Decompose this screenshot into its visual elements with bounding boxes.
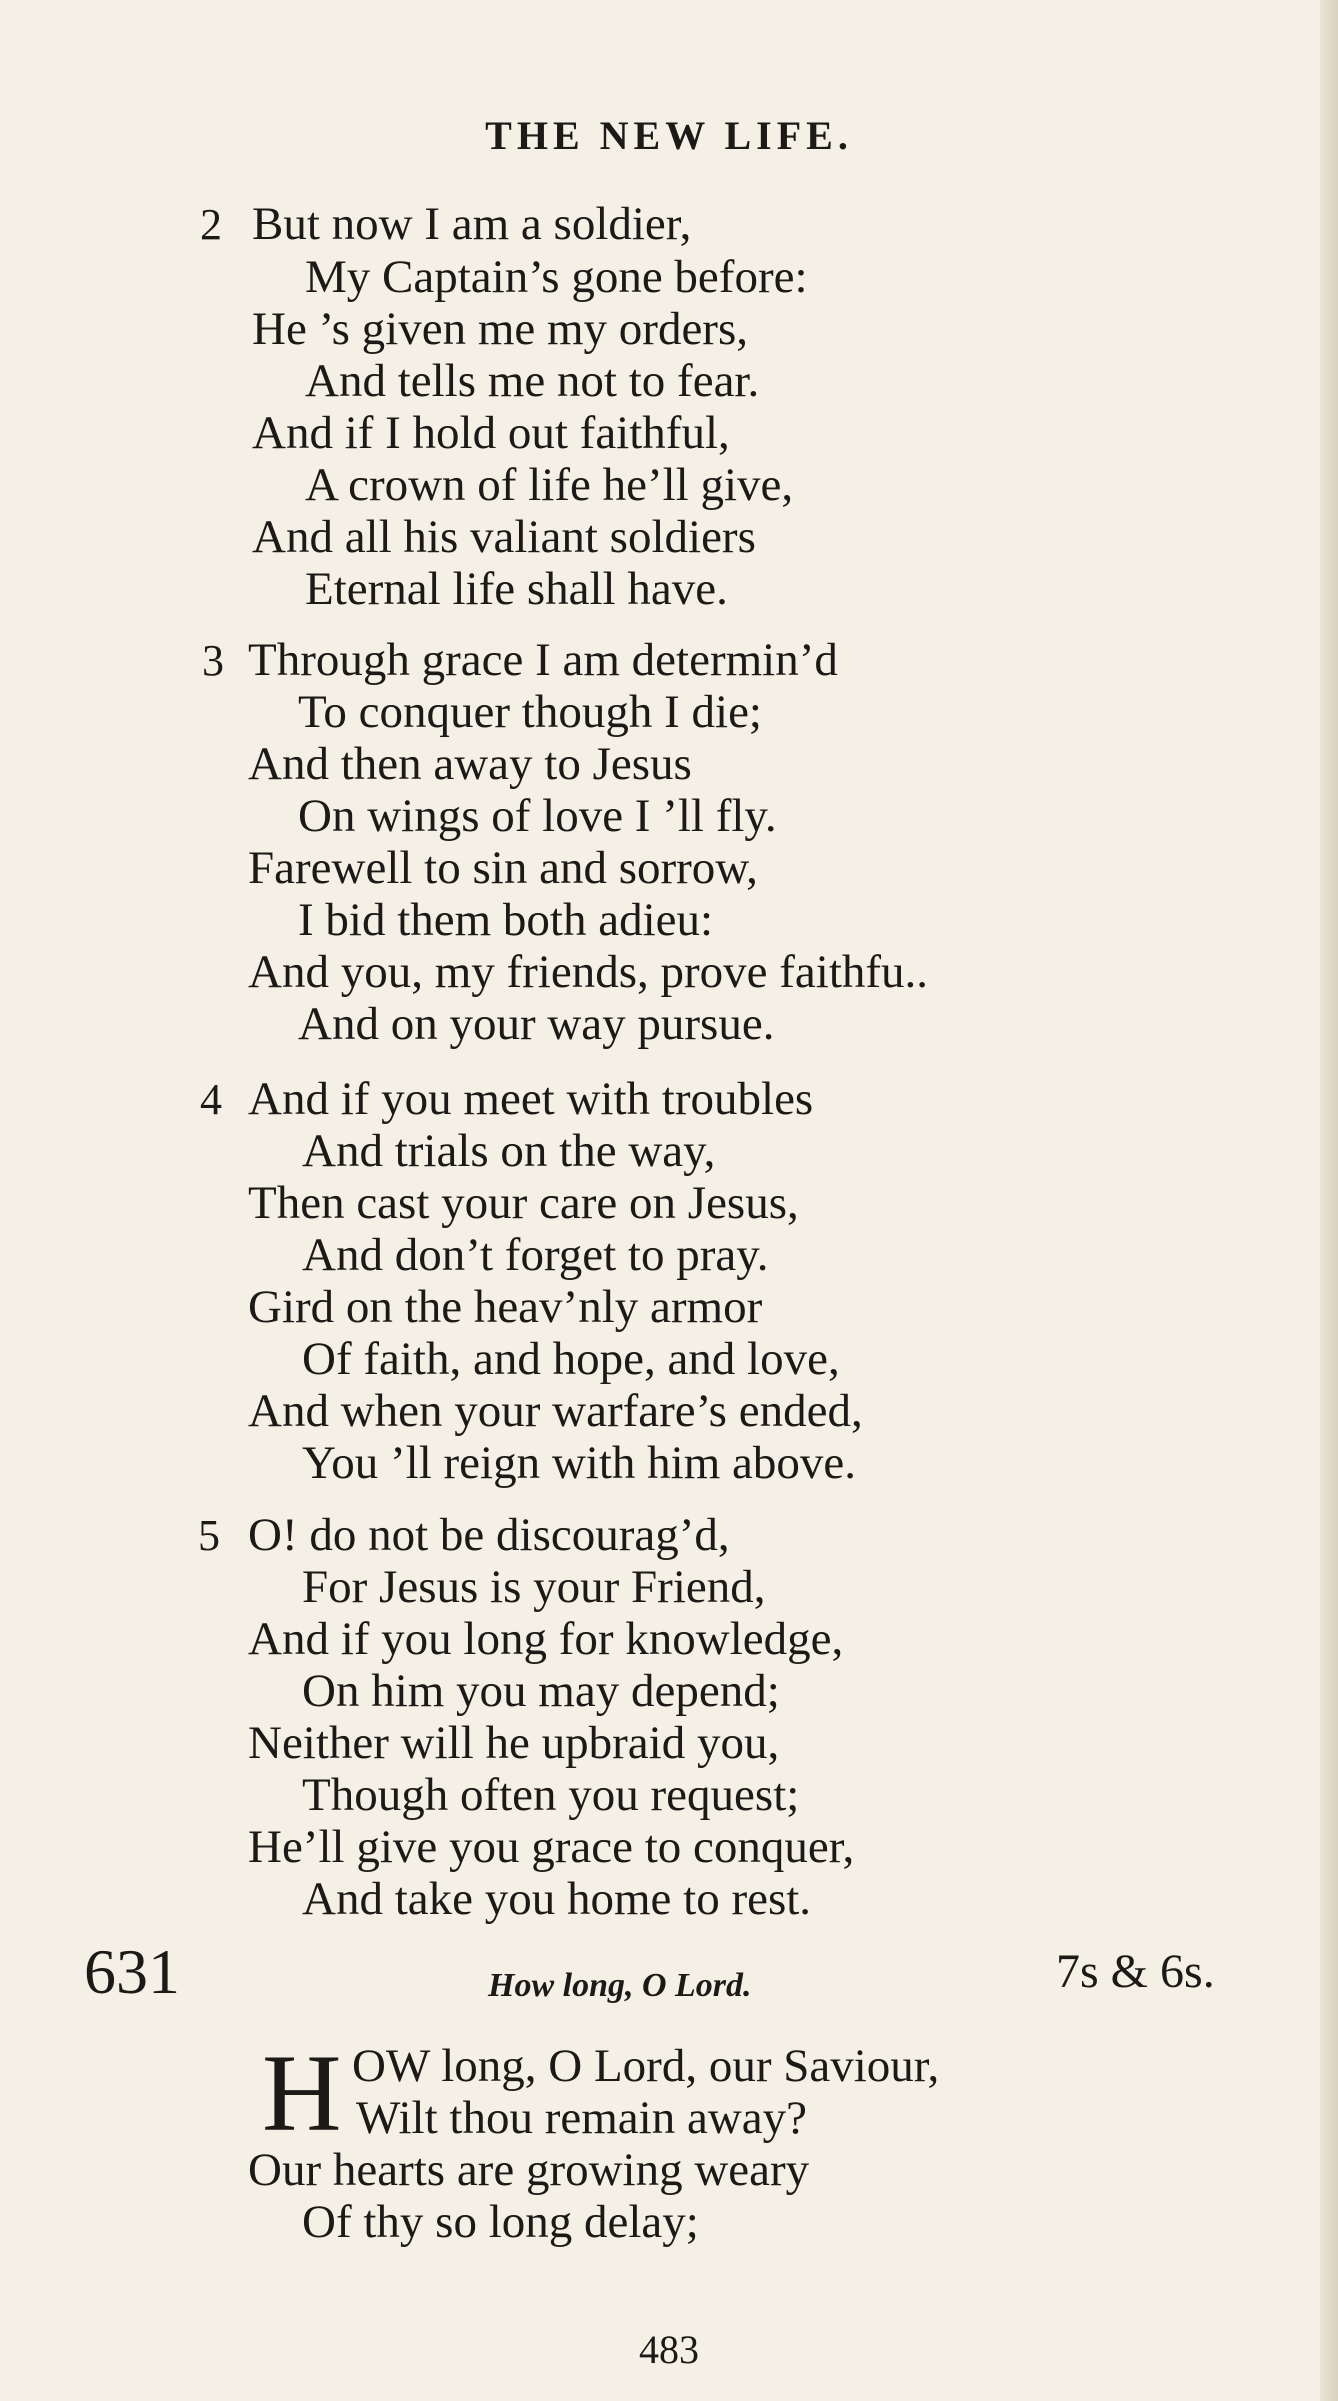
verse-number: 2 (200, 200, 222, 249)
verse-line: Farewell to sin and sorrow, (248, 842, 758, 894)
verse-line: Through grace I am determin’d (248, 634, 838, 686)
hymn-line: Wilt thou remain away? (356, 2092, 807, 2144)
verse-line: And don’t forget to pray. (302, 1229, 769, 1281)
drop-cap: H (262, 2032, 342, 2154)
verse-line: A crown of life he’ll give, (305, 459, 794, 511)
verse-line: And on your way pursue. (298, 998, 775, 1050)
verse-line: O! do not be discourag’d, (248, 1509, 730, 1561)
hymn-line: Of thy so long delay; (302, 2196, 699, 2248)
verse-number: 4 (200, 1075, 222, 1124)
verse-line: And trials on the way, (302, 1125, 716, 1177)
verse-line: He’ll give you grace to conquer, (248, 1821, 855, 1873)
page-edge (1320, 0, 1338, 2401)
verse-line: And if I hold out faithful, (252, 407, 730, 459)
hymn-line: Our hearts are growing weary (248, 2144, 810, 2196)
verse-line: Of faith, and hope, and love, (302, 1333, 840, 1385)
verse-line: Eternal life shall have. (305, 563, 728, 615)
verse-line: He ’s given me my orders, (252, 303, 749, 355)
verse-line: Neither will he upbraid you, (248, 1717, 780, 1769)
verse-line: On wings of love I ’ll fly. (298, 790, 777, 842)
verse-line: And if you meet with troubles (248, 1073, 814, 1125)
verse-line: On him you may depend; (302, 1665, 780, 1717)
verse-line: Though often you request; (302, 1769, 800, 1821)
page-number: 483 (639, 2327, 699, 2372)
hymn-line: OW long, O Lord, our Saviour, (352, 2040, 940, 2092)
verse-line: And when your warfare’s ended, (248, 1385, 863, 1437)
hymn-number: 631 (84, 1936, 180, 2007)
verse-line: And you, my friends, prove faithfu.. (248, 946, 929, 998)
hymn-title: How long, O Lord. (488, 1967, 752, 2004)
verse-line: For Jesus is your Friend, (302, 1561, 766, 1613)
verse-number: 3 (202, 636, 224, 685)
running-header: THE NEW LIFE. (485, 113, 853, 158)
verse-line: And then away to Jesus (248, 738, 692, 790)
verse-line: And all his valiant soldiers (252, 511, 756, 563)
verse-line: And tells me not to fear. (305, 355, 760, 407)
verse-line: But now I am a soldier, (252, 198, 692, 250)
verse-line: Then cast your care on Jesus, (248, 1177, 799, 1229)
verse-line: Gird on the heav’nly armor (248, 1281, 763, 1333)
verse-line: My Captain’s gone before: (305, 251, 808, 303)
verse-line: I bid them both adieu: (298, 894, 714, 946)
verse-number: 5 (198, 1511, 220, 1560)
verse-line: To conquer though I die; (298, 686, 762, 738)
verse-line: And if you long for knowledge, (248, 1613, 844, 1665)
verse-line: And take you home to rest. (302, 1873, 812, 1925)
hymn-meter: 7s & 6s. (1056, 1945, 1215, 1998)
verse-line: You ’ll reign with him above. (302, 1437, 856, 1489)
